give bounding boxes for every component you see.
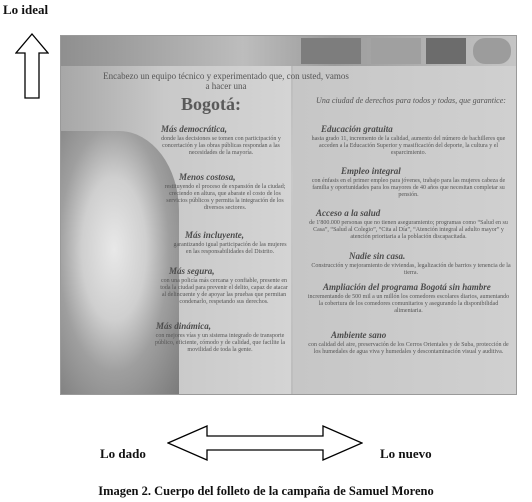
left-item-text: restituyendo el proceso de expansión de la ciudad; creciendo en altura, que abarate el costo de los servicios públicos y permita la integración de los diversos sectores. bbox=[164, 184, 286, 211]
leaflet-photo bbox=[60, 35, 517, 395]
left-item-text: con mejores vías y un sistema integrado de transporte público, eficiente, cómodo y de calidad, que facilite la movilidad de toda la gente. bbox=[154, 333, 286, 353]
right-item-text: Construcción y mejoramiento de viviendas, legalización de barrios y tenencia de la tierra. bbox=[311, 263, 511, 276]
left-item-text: garantizando igual participación de las mujeres en las responsabilidades del Distrito. bbox=[173, 242, 287, 255]
right-item-text: con calidad del aire, preservación de los Cerros Orientales y de Suba, protección de los humedales de agua viva y humedales y descontaminación visual y auditiva. bbox=[308, 342, 509, 355]
up-arrow-icon bbox=[15, 33, 49, 99]
left-item-title: Más dinámica, bbox=[156, 321, 212, 331]
left-right-arrow-icon bbox=[167, 425, 363, 461]
right-item-title: Ampliación del programa Bogotá sin hambre bbox=[323, 282, 491, 292]
leaflet-header-strip bbox=[61, 36, 516, 66]
right-item-text: hasta grado 11, incremento de la calidad, aumento del número de bachilleres que acceden a la Educación Superior y masificación del deporte, la cultura y el esparcimiento. bbox=[311, 136, 506, 156]
right-item-text: de 1'800.000 personas que no tienen aseguramiento; programas como “Salud en su Casa”, “Salud al Colegio”, “Cita al Día”, “Atención integral al adulto mayor” y atención prioritaria a la población discapacitada. bbox=[309, 220, 508, 240]
leaflet-city-title: Bogotá: bbox=[181, 94, 241, 114]
right-item-text: incrementando de 500 mil a un millón los comedores escolares diarios, aumentando la cobertura de los comedores comunitarios y asegurando la disponibilidad alimentaria. bbox=[307, 294, 510, 314]
left-item-title: Más incluyente, bbox=[185, 230, 245, 240]
figure-caption: Imagen 2. Cuerpo del folleto de la campaña de Samuel Moreno bbox=[98, 484, 434, 498]
leaflet-intro: Encabezo un equipo técnico y experimentado que, con usted, vamos a hacer una bbox=[103, 71, 349, 91]
left-item-title: Más segura, bbox=[169, 266, 215, 276]
right-item-title: Empleo integral bbox=[341, 166, 401, 176]
candidate-photo bbox=[61, 131, 179, 394]
right-item-text: con énfasis en el primer empleo para jóvenes, trabajo para las mujeres cabeza de familia y oportunidades para los mayores de 40 años que necesitan completar su pensión. bbox=[311, 178, 506, 198]
left-item-title: Más democrática, bbox=[161, 124, 227, 134]
label-lo-ideal: Lo ideal bbox=[3, 2, 49, 17]
left-item-text: con una policía más cercana y confiable, presente en toda la ciudad para prevenir el delito, capaz de atacar al delincuente y de apoyar las pruebas que permitan condenarlo, respetando sus derechos. bbox=[160, 278, 288, 305]
left-item-title: Menos costosa, bbox=[179, 172, 236, 182]
right-item-title: Acceso a la salud bbox=[316, 208, 381, 218]
left-item-text: donde las decisiones se tomen con participación y concertación y las obras públicas respondan a las necesidades de la mayoría. bbox=[161, 136, 281, 156]
right-item-title: Nadie sin casa. bbox=[349, 251, 406, 261]
right-item-title: Ambiente sano bbox=[331, 330, 387, 340]
right-item-title: Educación gratuita bbox=[321, 124, 393, 134]
leaflet-right-intro: Una ciudad de derechos para todos y todas, que garantice: bbox=[316, 96, 506, 105]
label-lo-nuevo: Lo nuevo bbox=[380, 446, 432, 461]
label-lo-dado: Lo dado bbox=[100, 446, 146, 461]
